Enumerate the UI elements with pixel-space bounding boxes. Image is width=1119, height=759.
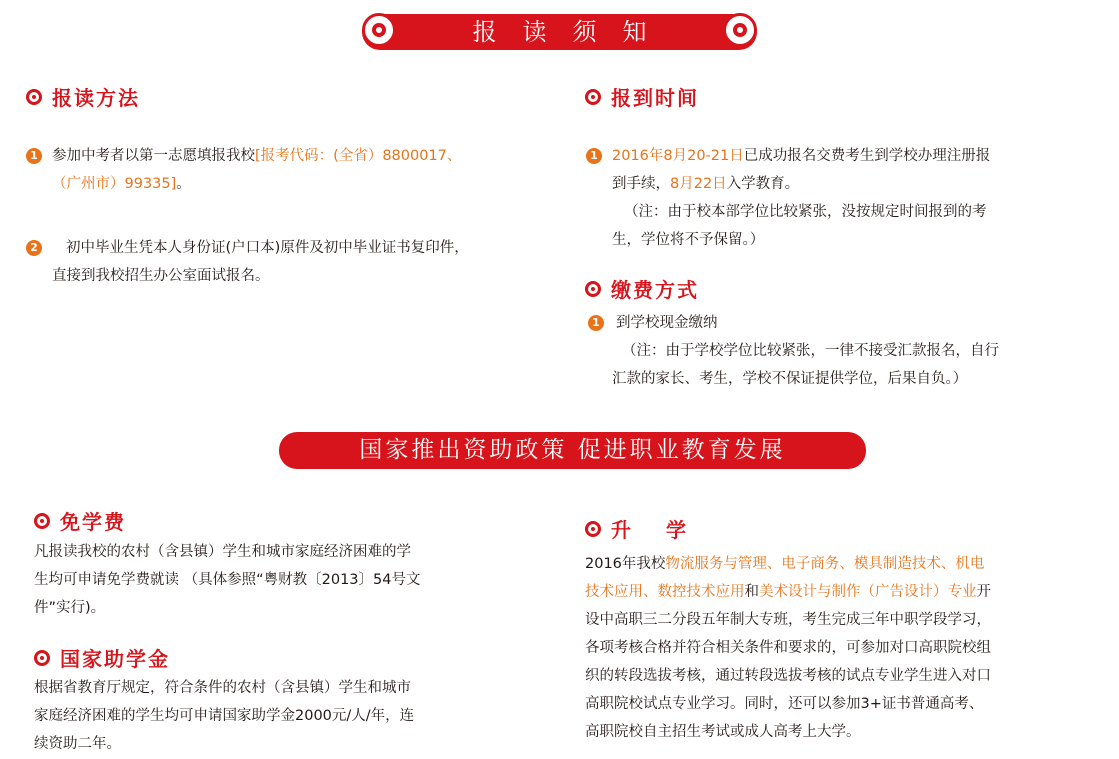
body-line: 高职院校自主招生考试或成人高考上大学。 <box>585 724 861 740</box>
major-list: 美术设计与制作（广告设计）专业 <box>759 584 977 600</box>
section-promotion-heading <box>585 514 700 543</box>
item-text: 参加中考者以第一志愿填报我校 <box>52 148 255 164</box>
section-title: 国家助学金 <box>60 647 170 671</box>
body-text: 2016年我校 <box>585 556 666 572</box>
top-banner <box>362 14 757 50</box>
register-time-item <box>612 142 1112 254</box>
section-title: 免学费 <box>60 510 126 534</box>
section-title: 报到时间 <box>611 86 699 110</box>
body-line: 根据省教育厅规定，符合条件的农村（含县镇）学生和城市 <box>34 680 411 696</box>
body-line: 凡报读我校的农村（含县镇）学生和城市家庭经济困难的学 <box>34 544 411 560</box>
section-apply-method-heading <box>26 82 140 111</box>
body-line: 各项考核合格并符合相关条件和要求的，可参加对口高职院校组 <box>585 640 991 656</box>
body-line: 设中高职三二分段五年制大专班，考生完成三年中职学段学习， <box>585 612 991 628</box>
section-title: 报读方法 <box>52 86 140 110</box>
item-text: 到学校现金缴纳 <box>616 315 718 331</box>
target-icon <box>585 281 601 297</box>
grant-body <box>34 674 554 758</box>
body-line: 生均可申请免学费就读 （具体参照“粤财教〔2013〕54号文 <box>34 572 421 588</box>
major-list: 物流服务与管理、电子商务、模具制造技术、机电 <box>665 556 985 572</box>
item-text-end: 。 <box>176 176 191 192</box>
body-text: 开 <box>976 584 991 600</box>
apply-code-text: [报考代码：(全省）8800017、 <box>255 148 462 164</box>
middle-banner: 国家推出资助政策 促进职业教育发展 <box>279 432 866 469</box>
free-tuition-body <box>34 538 554 622</box>
target-icon <box>585 521 601 537</box>
item-text: 初中毕业生凭本人身份证(户口本)原件及初中毕业证书复印件， <box>66 240 469 256</box>
section-payment-heading <box>585 274 699 303</box>
section-title: 升 学 <box>611 518 700 542</box>
target-ring-icon <box>362 13 396 47</box>
promotion-body <box>585 550 1105 746</box>
register-date: 2016年8月20-21日 <box>612 148 744 164</box>
orientation-date: 8月22日 <box>670 176 727 192</box>
target-icon <box>26 89 42 105</box>
note-text: （注：由于校本部学位比较紧张，没按规定时间报到的考 <box>624 204 987 220</box>
target-icon <box>585 89 601 105</box>
body-line: 家庭经济困难的学生均可申请国家助学金2000元/人/年，连 <box>34 708 415 724</box>
note-text: 生，学位将不予保留。） <box>612 232 765 248</box>
apply-method-item-1 <box>52 142 562 198</box>
body-text: 和 <box>744 584 759 600</box>
body-line: 件”实行)。 <box>34 600 106 616</box>
target-icon <box>34 650 50 666</box>
item-text: 已成功报名交费考生到学校办理注册报 <box>743 148 991 164</box>
item-text: 到手续， <box>612 176 670 192</box>
section-free-tuition-heading <box>34 506 126 535</box>
number-badge: 2 <box>26 240 42 256</box>
body-line: 续资助二年。 <box>34 736 121 752</box>
section-grant-heading <box>34 643 170 672</box>
body-line: 高职院校试点专业学习。同时，还可以参加3+证书普通高考、 <box>585 696 984 712</box>
number-badge: 1 <box>588 315 604 331</box>
apply-code-text-2: （广州市）99335] <box>52 176 177 192</box>
section-register-time-heading <box>585 82 699 111</box>
major-list: 技术应用、数控技术应用 <box>585 584 745 600</box>
note-text: 汇款的家长、考生，学校不保证提供学位，后果自负。） <box>612 371 968 387</box>
body-line: 织的转段选拔考核，通过转段选拔考核的试点专业学生进入对口 <box>585 668 991 684</box>
note-text: （注：由于学校学位比较紧张，一律不接受汇款报名，自行 <box>622 343 999 359</box>
section-title: 缴费方式 <box>611 278 699 302</box>
target-icon <box>34 513 50 529</box>
number-badge: 1 <box>586 148 602 164</box>
top-banner-title: 报读须知 <box>472 18 673 46</box>
target-ring-icon <box>723 13 757 47</box>
item-text: 直接到我校招生办公室面试报名。 <box>52 268 270 284</box>
payment-item <box>612 309 1112 393</box>
apply-method-item-2 <box>52 234 572 290</box>
item-text: 入学教育。 <box>726 176 800 192</box>
number-badge: 1 <box>26 148 42 164</box>
